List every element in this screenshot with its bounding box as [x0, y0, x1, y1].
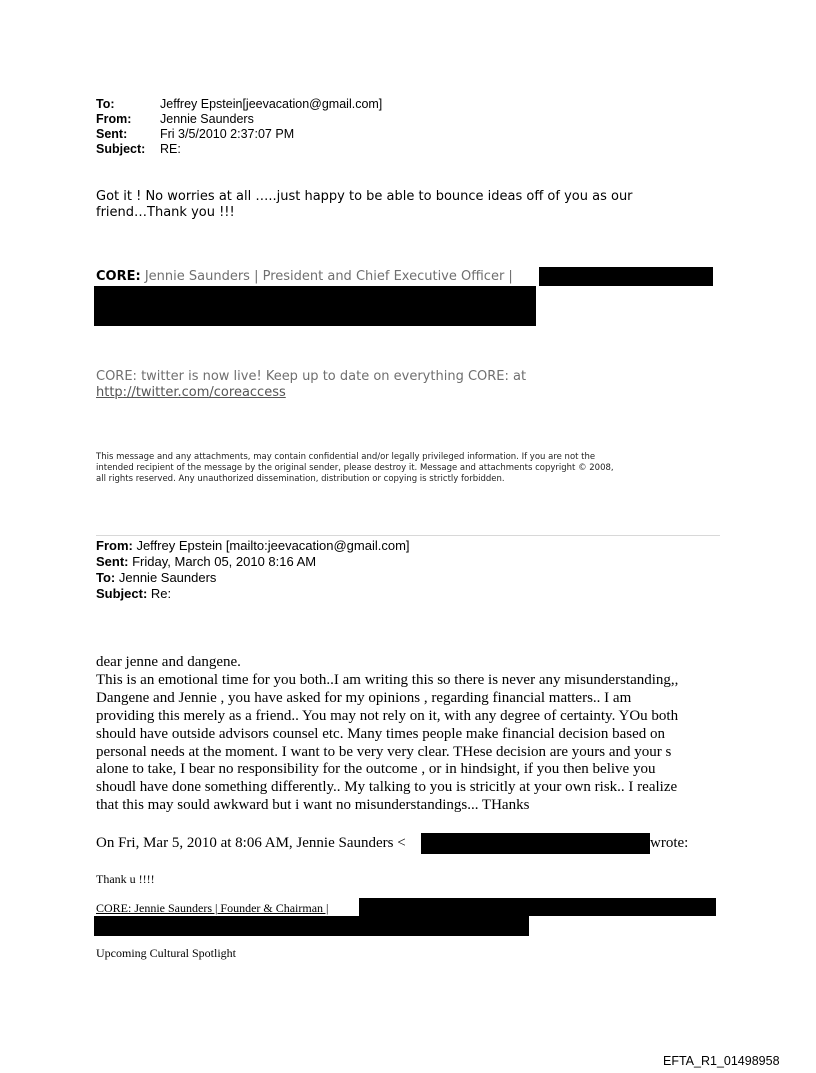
signature-line: [96, 269, 513, 285]
disclaimer-line-1: This message and any attachments, may contain confidential and/or legally privileged information. If you are not the: [96, 452, 596, 462]
body-line: personal needs at the moment. I want to be very very clear. THese decision are yours and your s: [96, 743, 672, 760]
disclaimer: [96, 452, 614, 485]
quote-spotlight: Upcoming Cultural Spotlight: [96, 946, 236, 960]
body-line: providing this merely as a friend.. You may not rely on it, with any degree of certainty. YOu both: [96, 707, 679, 724]
body-line: dear jenne and dangene.: [96, 654, 241, 670]
fwd-to-row: [96, 570, 216, 586]
message-body: [96, 654, 678, 815]
from-label: From:: [96, 112, 132, 126]
sent-value: Fri 3/5/2010 2:37:07 PM: [160, 127, 295, 141]
fwd-subject-value: Re:: [147, 586, 172, 601]
fwd-from-label: From:: [96, 538, 133, 553]
divider: [96, 535, 720, 536]
fwd-to-value: Jennie Saunders: [115, 570, 217, 585]
body-line: Dangene and Jennie , you have asked for my opinions , regarding financial matters.. I am: [96, 689, 632, 706]
redaction-block: [539, 267, 713, 286]
signature-brand: CORE:: [96, 269, 141, 284]
fwd-to-label: To:: [96, 570, 116, 585]
body-line: alone to take, I bear no responsibility for the outcome , or in hindsight, if you then belive you: [96, 761, 656, 778]
sent-label: Sent:: [96, 127, 128, 141]
disclaimer-line-3: all rights reserved. Any unauthorized dissemination, distribution or copying is strictly forbidden.: [96, 474, 505, 484]
reply-body: [96, 189, 633, 221]
to-value: Jeffrey Epstein[jeevacation@gmail.com]: [160, 97, 383, 111]
quote-signature: CORE: Jennie Saunders | Founder & Chairman |: [96, 901, 329, 915]
body-line: shoudl have done something differently.. My talking to you is stricitly at your own risk.. I realize: [96, 779, 678, 796]
redaction-block: [94, 916, 529, 936]
body-line: should have outside advisors counsel etc. Many times people make financial decision based on: [96, 725, 666, 742]
fwd-sent-value: Friday, March 05, 2010 8:16 AM: [128, 554, 317, 569]
fwd-sent-row: [96, 554, 316, 570]
redaction-block: [421, 833, 650, 854]
redaction-block: [359, 898, 716, 916]
quote-header-start: On Fri, Mar 5, 2010 at 8:06 AM, Jennie Saunders <: [96, 835, 406, 851]
twitter-note: [96, 369, 526, 401]
quote-header-end: wrote:: [650, 835, 689, 851]
subject-label: Subject:: [96, 142, 146, 156]
signature-text: Jennie Saunders | President and Chief Executive Officer |: [140, 269, 513, 284]
fwd-subject-label: Subject:: [96, 586, 148, 601]
fwd-subject-row: [96, 586, 171, 602]
quote-thanks: Thank u !!!!: [96, 872, 155, 886]
document-id: EFTA_R1_01498958: [663, 1054, 780, 1068]
twitter-line: CORE: twitter is now live! Keep up to date on everything CORE: at: [96, 369, 527, 384]
to-label: To:: [96, 97, 115, 111]
redaction-block: [94, 286, 536, 326]
from-value: Jennie Saunders: [160, 112, 254, 126]
body-line: that this may sould awkward but i want no misunderstandings... THanks: [96, 797, 530, 814]
twitter-link[interactable]: http://twitter.com/coreaccess: [96, 385, 286, 400]
fwd-from-value: Jeffrey Epstein [mailto:jeevacation@gmail.com]: [132, 538, 410, 553]
fwd-sent-label: Sent:: [96, 554, 129, 569]
reply-line-2: friend…Thank you !!!: [96, 205, 235, 220]
body-line: This is an emotional time for you both..I am writing this so there is never any misunderstanding,,: [96, 671, 679, 688]
subject-value: RE:: [160, 142, 181, 156]
reply-line-1: Got it ! No worries at all …..just happy to be able to bounce ideas off of you as our: [96, 189, 633, 204]
fwd-from-row: [96, 538, 410, 554]
disclaimer-line-2: intended recipient of the message by the original sender, please destroy it. Message and attachments copyright © 2008,: [96, 463, 614, 473]
